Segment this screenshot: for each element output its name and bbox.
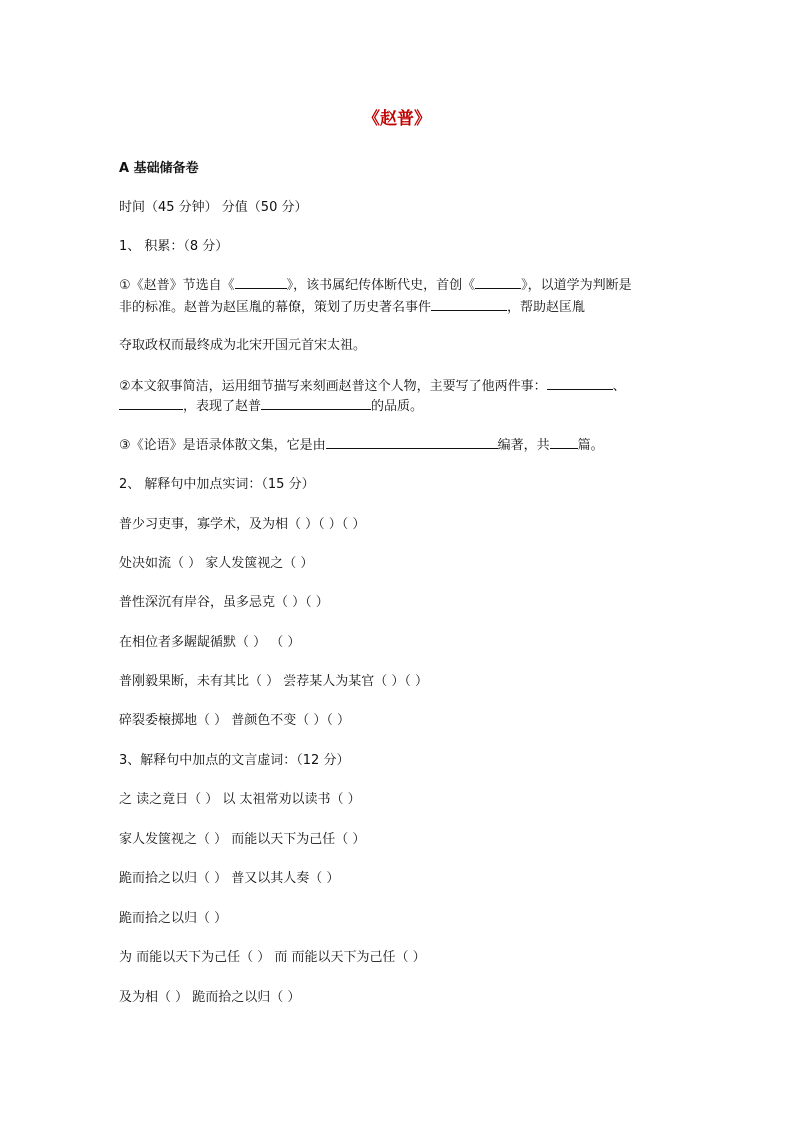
blank-field[interactable]: [547, 377, 613, 390]
q1-item1-text-c: 》，以道学为判断是: [521, 278, 632, 293]
q2-line: 在相位者多龌龊循默（ ） （ ）: [119, 635, 301, 650]
q3-line: 之 读之竟日（ ） 以 太祖常劝以读书（ ）: [119, 792, 361, 807]
q3-line: 为 而能以天下为己任（ ） 而 而能以天下为己任（ ）: [119, 950, 426, 965]
q1-item3-text-a: ③《论语》是语录体散文集，它是由: [119, 438, 326, 453]
q3-line: 跪而拾之以归（ ）: [119, 911, 228, 926]
q1-item3-line: [119, 436, 604, 456]
q2-heading: 2、 解释句中加点实词：（15 分）: [119, 477, 315, 492]
time-score-line: 时间（45 分钟） 分值（50 分）: [119, 200, 308, 215]
blank-field[interactable]: [550, 436, 578, 449]
q1-item1-text-e: ，帮助赵匡胤: [507, 300, 586, 315]
q1-item2-text-c: ，表现了赵普: [183, 399, 262, 414]
q1-item1-line1: [119, 276, 632, 296]
q3-heading: 3、解释句中加点的文言虚词：（12 分）: [119, 753, 350, 768]
q2-line: 普少习吏事，寡学术，及为相（ ）（ ）（ ）: [119, 517, 366, 532]
q3-line: 家人发箧视之（ ） 而能以天下为己任（ ）: [119, 832, 366, 847]
q3-line: 及为相（ ） 跪而拾之以归（ ）: [119, 990, 301, 1005]
q1-item1-text-d: 非的标准。赵普为赵匡胤的幕僚，策划了历史著名事件: [119, 300, 432, 315]
section-heading: A 基础储备卷: [119, 161, 199, 176]
blank-field[interactable]: [475, 276, 521, 289]
q1-item3-text-b: 编著，共: [497, 438, 550, 453]
blank-field[interactable]: [261, 397, 371, 410]
q1-item3-text-c: 篇。: [577, 438, 604, 453]
q1-item1-line3: 夺取政权而最终成为北宋开国元首宋太祖。: [119, 338, 367, 353]
blank-field[interactable]: [431, 298, 507, 311]
document-title: 《赵普》: [363, 109, 431, 129]
q1-item1-text-a: ①《赵普》节选自《: [119, 278, 235, 293]
blank-field[interactable]: [326, 436, 498, 449]
q1-item2-text-a: ②本文叙事简洁，运用细节描写来刻画赵普这个人物，主要写了他两件事：: [119, 379, 547, 394]
q1-item2-line1: [119, 377, 626, 397]
q2-line: 普性深沉有岸谷，虽多忌克（ ）（ ）: [119, 595, 329, 610]
q1-item2-text-d: 的品质。: [371, 399, 424, 414]
q3-line: 跪而拾之以归（ ） 普又以其人奏（ ）: [119, 871, 340, 886]
q1-item2-line2: [119, 397, 423, 417]
q1-item2-text-b: 、: [612, 379, 626, 394]
q1-heading: 1、 积累：（8 分）: [119, 239, 229, 254]
blank-field[interactable]: [119, 397, 183, 410]
q1-item1-line2: [119, 298, 585, 318]
blank-field[interactable]: [235, 276, 287, 289]
q2-line: 处决如流（ ） 家人发箧视之（ ）: [119, 556, 314, 571]
q2-line: 普刚毅果断，未有其比（ ） 尝荐某人为某官（ ）（ ）: [119, 674, 429, 689]
q2-line: 碎裂委榱掷地（ ） 普颜色不变（ ）（ ）: [119, 713, 351, 728]
q1-item1-text-b: 》，该书属纪传体断代史，首创《: [286, 278, 476, 293]
